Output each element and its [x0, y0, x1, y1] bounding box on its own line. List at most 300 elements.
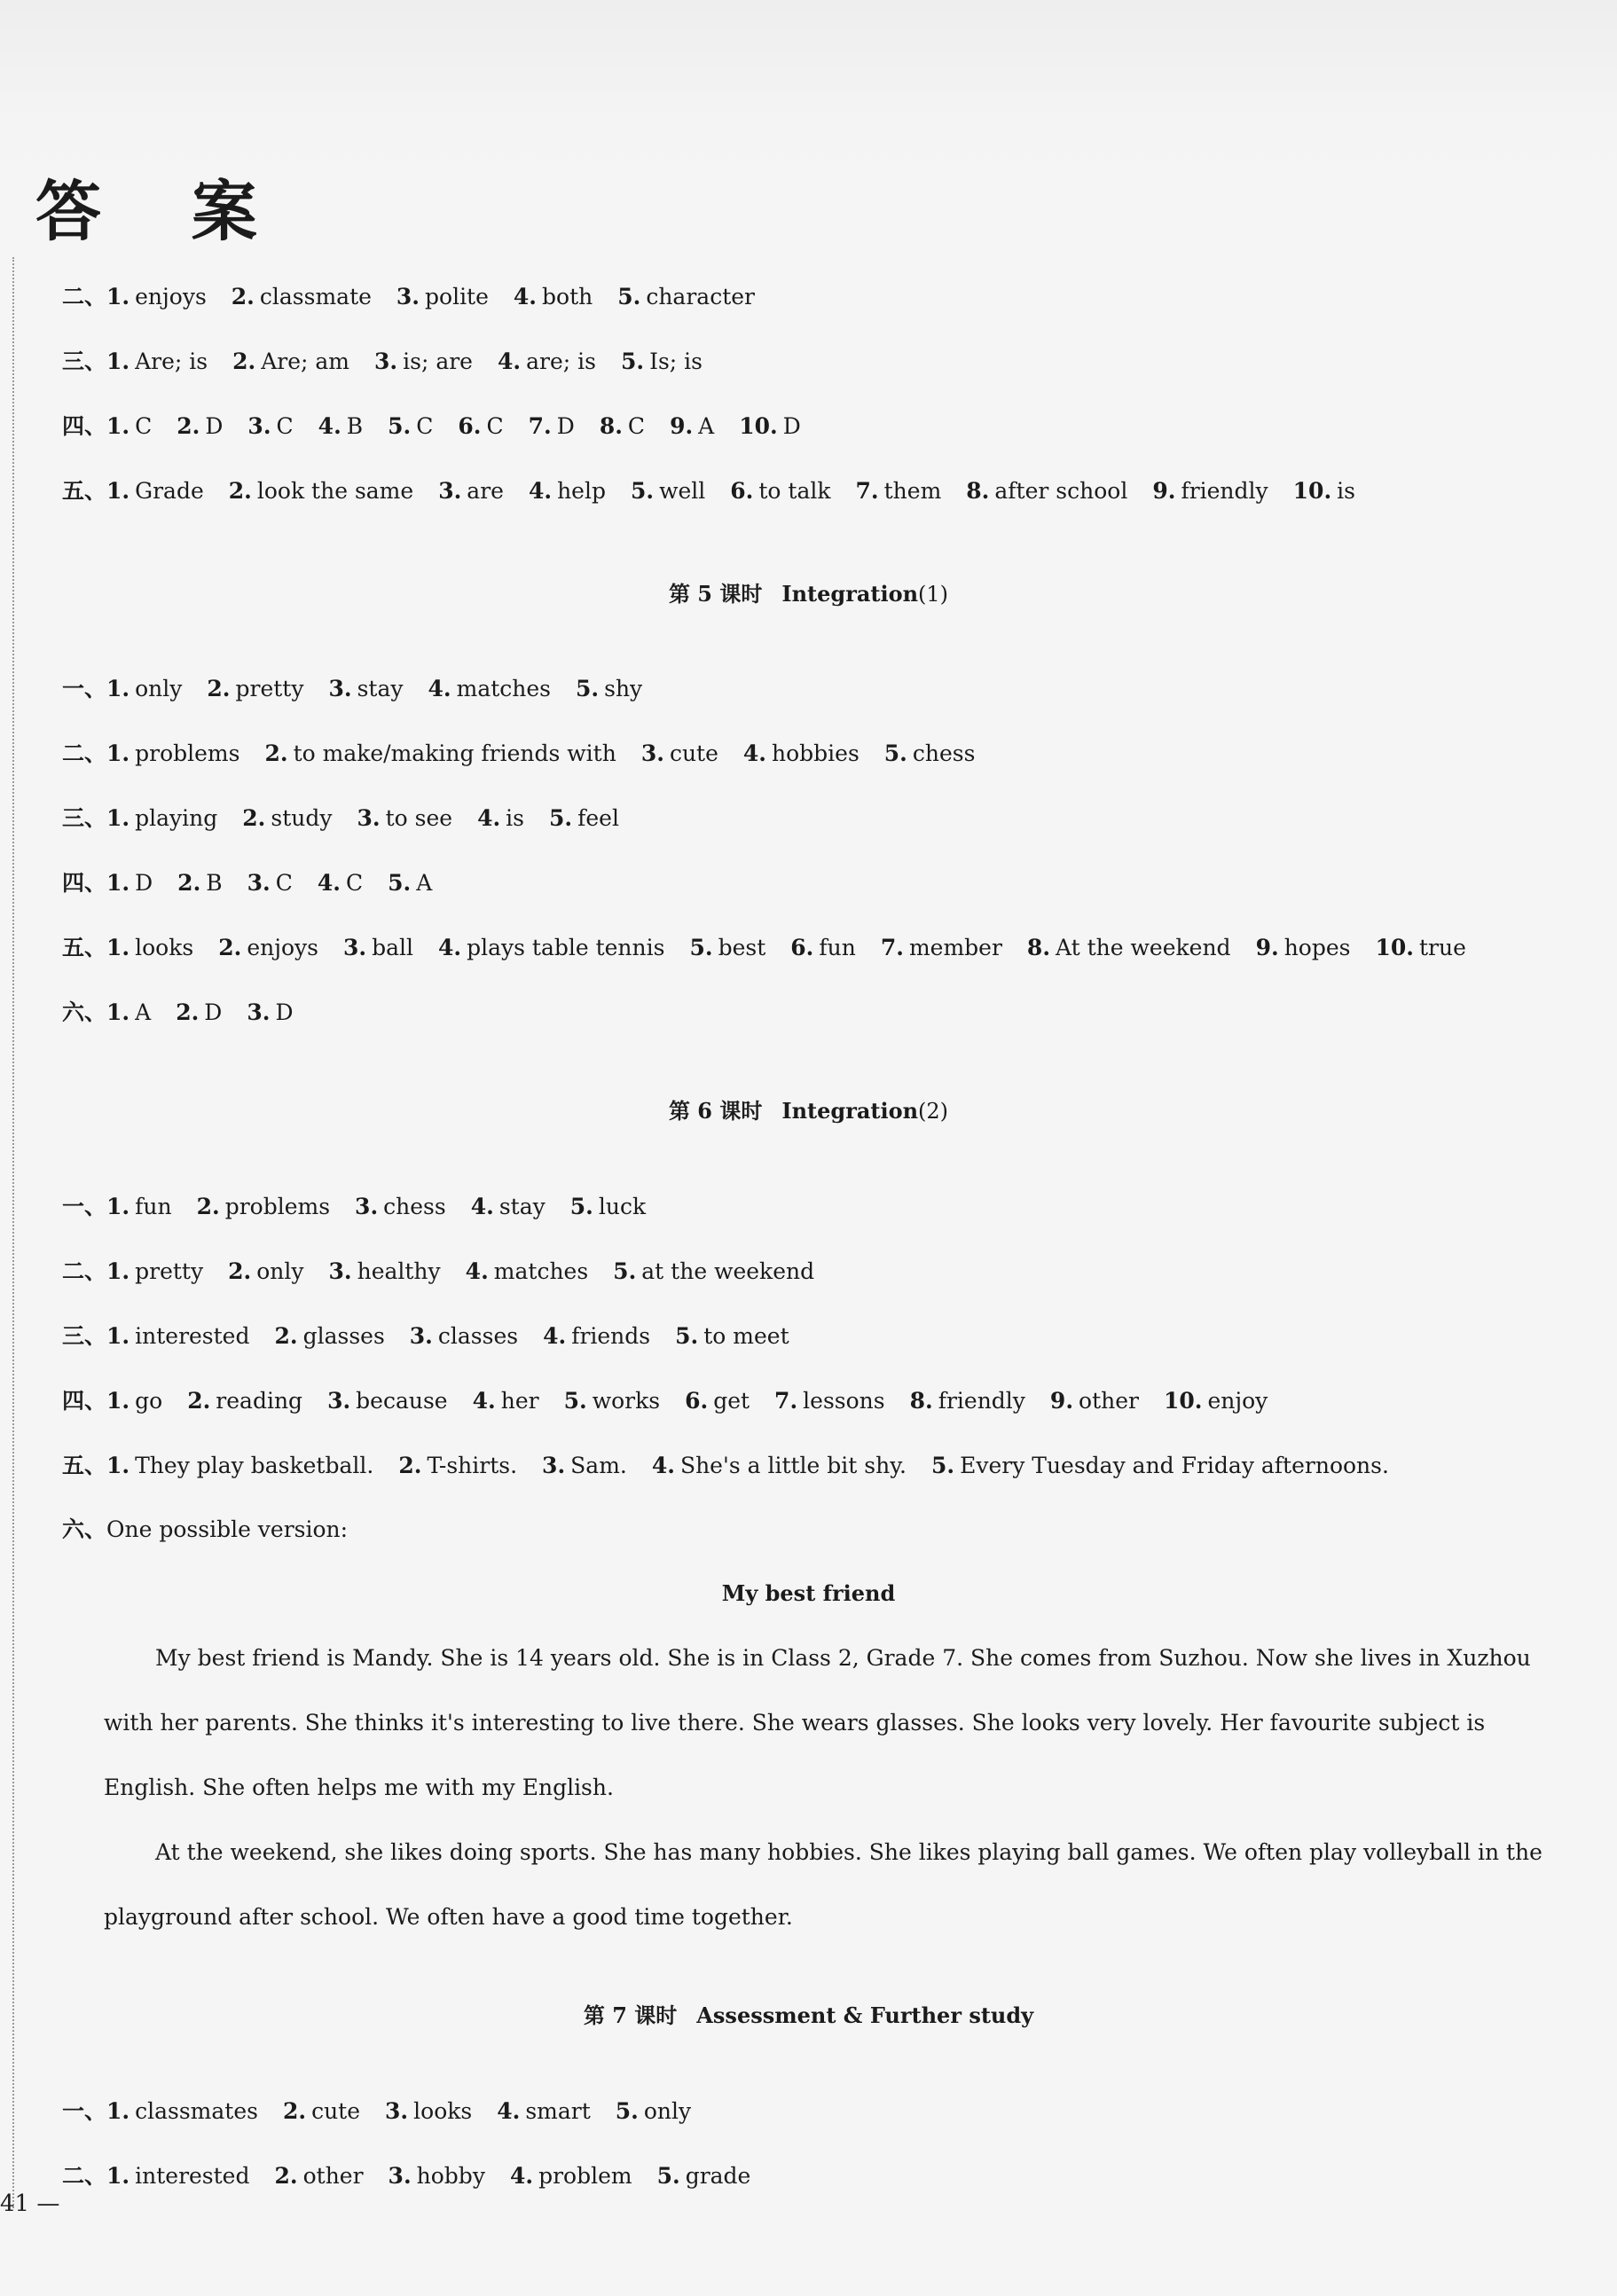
- item-answer: B: [346, 413, 364, 439]
- item-number: 2.: [228, 1258, 252, 1284]
- answer-line: [62, 999, 318, 1026]
- item-number: 3.: [438, 478, 462, 504]
- answer-item: [931, 1453, 1389, 1478]
- answer-item: [106, 870, 153, 896]
- answer-line: [62, 1388, 1292, 1414]
- answer-item: [242, 805, 332, 831]
- item-number: 10.: [1375, 935, 1414, 960]
- item-number: 4.: [437, 935, 462, 960]
- item-answer: fun: [819, 935, 856, 960]
- answer-item: [685, 1388, 750, 1414]
- item-answer: C: [346, 870, 364, 896]
- answer-item: [652, 1453, 907, 1478]
- lesson-number: 第 7 课时: [583, 2002, 678, 2028]
- answer-item: [106, 999, 151, 1025]
- answer-item: [1375, 935, 1465, 960]
- essay-title: My best friend: [721, 1580, 896, 1606]
- item-answer: Are; am: [261, 349, 350, 374]
- item-number: 9.: [670, 413, 694, 439]
- item-answer: matches: [493, 1258, 589, 1284]
- item-answer: They play basketball.: [135, 1453, 374, 1478]
- answer-item: [228, 1258, 303, 1284]
- answer-line: [62, 284, 780, 310]
- item-answer: D: [275, 999, 294, 1025]
- item-number: 2.: [282, 2098, 307, 2124]
- item-answer: after school: [994, 478, 1128, 504]
- answer-item: [176, 999, 222, 1025]
- item-number: 4.: [477, 805, 501, 831]
- answer-item: [318, 413, 363, 439]
- answer-item: [1027, 935, 1231, 960]
- page-number: 41 —: [0, 2190, 60, 2217]
- answer-item: [283, 2098, 360, 2124]
- answer-item: [264, 741, 616, 766]
- item-number: 4.: [509, 2163, 534, 2189]
- item-number: 2.: [398, 1453, 422, 1478]
- answer-line: [62, 2163, 775, 2190]
- answer-line: [62, 1258, 839, 1285]
- item-answer: enjoys: [135, 284, 207, 310]
- item-number: 10.: [1292, 478, 1332, 504]
- item-number: 3.: [247, 413, 271, 439]
- answer-item: [1152, 478, 1268, 504]
- item-number: 2.: [274, 1323, 298, 1349]
- item-answer: healthy: [357, 1258, 441, 1284]
- item-answer: luck: [598, 1194, 647, 1219]
- answer-item: [207, 676, 303, 701]
- item-number: 3.: [374, 349, 398, 374]
- item-number: 5.: [569, 1194, 593, 1219]
- item-answer: chess: [912, 741, 976, 766]
- item-number: 4.: [318, 413, 341, 439]
- page-title: 答 案: [35, 174, 291, 250]
- answer-line: [62, 413, 826, 440]
- item-number: 1.: [106, 1453, 130, 1478]
- item-number: 1.: [106, 284, 130, 310]
- item-number: 7.: [774, 1388, 798, 1414]
- sample-version-line: [62, 1516, 348, 1543]
- item-number: 1.: [106, 1323, 130, 1349]
- item-number: 4.: [465, 1258, 489, 1284]
- item-number: 3.: [247, 870, 271, 896]
- item-number: 4.: [543, 1323, 567, 1349]
- item-number: 3.: [640, 741, 664, 766]
- item-number: 4.: [742, 741, 766, 766]
- answer-item: [247, 413, 293, 439]
- lesson-7-heading: [0, 1998, 1617, 2029]
- item-answer: hobbies: [772, 741, 860, 766]
- lesson-name: Integration: [781, 1098, 919, 1124]
- item-number: 5.: [620, 349, 645, 374]
- answer-item: [274, 2163, 363, 2189]
- item-answer: friends: [571, 1323, 651, 1349]
- answer-item: [1256, 935, 1351, 960]
- item-number: 2.: [177, 413, 200, 439]
- answer-item: [466, 1258, 589, 1284]
- item-number: 2.: [196, 1194, 220, 1219]
- item-number: 5.: [689, 935, 713, 960]
- answer-item: [790, 935, 856, 960]
- item-answer: only: [643, 2098, 692, 2124]
- item-number: 6.: [790, 935, 814, 960]
- item-answer: true: [1418, 935, 1466, 960]
- item-number: 2.: [177, 870, 201, 896]
- item-answer: C: [416, 413, 434, 439]
- answer-line: [62, 870, 457, 897]
- section-number: 一、: [62, 2098, 107, 2124]
- answer-item: [389, 2163, 485, 2189]
- item-number: 4.: [513, 284, 538, 310]
- answer-item: [529, 478, 606, 504]
- lesson-number: 第 6 课时: [668, 1098, 763, 1124]
- item-number: 1.: [106, 1194, 130, 1219]
- item-answer: C: [486, 413, 504, 439]
- item-answer: enjoy: [1207, 1388, 1268, 1414]
- item-answer: are: [467, 478, 504, 504]
- answer-item: [106, 1323, 249, 1349]
- answer-item: [564, 1388, 661, 1414]
- section-number: 二、: [62, 741, 107, 766]
- item-answer: D: [556, 413, 575, 439]
- item-number: 9.: [1049, 1388, 1074, 1414]
- item-answer: problems: [224, 1194, 331, 1219]
- answer-item: [616, 2098, 691, 2124]
- item-number: 3.: [385, 2098, 409, 2124]
- answer-item: [388, 413, 433, 439]
- item-answer: other: [1079, 1388, 1139, 1414]
- section-number: 二、: [62, 1258, 107, 1284]
- item-number: 5.: [656, 2163, 680, 2189]
- item-answer: problems: [135, 741, 240, 766]
- section-number: 五、: [62, 1453, 107, 1478]
- answer-item: [884, 741, 976, 766]
- item-answer: stay: [357, 676, 404, 701]
- item-answer: classmate: [259, 284, 372, 310]
- answer-item: [197, 1194, 330, 1219]
- item-number: 5.: [617, 284, 641, 310]
- item-number: 3.: [328, 1258, 352, 1284]
- answer-item: [730, 478, 830, 504]
- answer-item: [106, 1453, 373, 1478]
- item-number: 1.: [106, 349, 130, 374]
- section-number: 五、: [62, 478, 107, 504]
- item-answer: A: [416, 870, 433, 896]
- item-answer: to meet: [703, 1323, 789, 1349]
- answer-line: [62, 1323, 814, 1350]
- item-number: 4.: [317, 870, 341, 896]
- section-number: 二、: [62, 2163, 107, 2189]
- answer-item: [743, 741, 860, 766]
- lesson-number: 第 5 课时: [668, 581, 763, 607]
- essay-paragraph-line: At the weekend, she likes doing sports. She has many hobbies. She likes playing ball games. We often play volleyball in the: [155, 1839, 1542, 1865]
- answer-item: [477, 805, 524, 831]
- item-answer: are; is: [526, 349, 596, 374]
- answer-item: [106, 349, 208, 374]
- item-answer: go: [135, 1388, 163, 1414]
- section-number: 四、: [62, 870, 107, 896]
- item-answer: grade: [685, 2163, 751, 2189]
- item-number: 1.: [106, 676, 130, 701]
- answer-item: [106, 1258, 203, 1284]
- item-number: 2.: [242, 805, 266, 831]
- item-answer: Is; is: [649, 349, 703, 374]
- essay-paragraph-line: English. She often helps me with my English.: [104, 1775, 614, 1800]
- item-number: 5.: [630, 478, 655, 504]
- item-number: 2.: [264, 741, 288, 766]
- item-answer: is: [1337, 478, 1355, 504]
- section-number: 四、: [62, 413, 107, 439]
- answer-item: [232, 284, 372, 310]
- answer-item: [274, 1323, 384, 1349]
- item-answer: At the weekend: [1056, 935, 1231, 960]
- answer-item: [576, 676, 642, 701]
- section-number: 三、: [62, 805, 107, 831]
- item-answer: cute: [311, 2098, 361, 2124]
- answer-item: [106, 741, 239, 766]
- item-number: 2.: [232, 349, 256, 374]
- item-number: 4.: [470, 1194, 494, 1219]
- answer-item: [498, 349, 596, 374]
- answer-item: [106, 2098, 258, 2124]
- answer-item: [543, 1323, 650, 1349]
- sample-version-label: One possible version:: [106, 1516, 349, 1542]
- section-number: 五、: [62, 935, 107, 960]
- item-number: 3.: [247, 999, 271, 1025]
- item-number: 5.: [563, 1388, 587, 1414]
- item-answer: C: [276, 413, 294, 439]
- answer-item: [966, 478, 1127, 504]
- answer-item: [106, 935, 193, 960]
- item-number: 6.: [730, 478, 754, 504]
- answer-item: [106, 676, 182, 701]
- item-number: 3.: [328, 676, 352, 701]
- answer-item: [670, 413, 714, 439]
- item-number: 1.: [106, 935, 130, 960]
- item-number: 4.: [651, 1453, 675, 1478]
- answer-line: [62, 741, 1000, 767]
- item-number: 3.: [396, 284, 420, 310]
- item-answer: chess: [383, 1194, 446, 1219]
- item-answer: pretty: [235, 676, 304, 701]
- item-number: 3.: [342, 935, 367, 960]
- answer-item: [881, 935, 1002, 960]
- answer-item: [355, 1194, 446, 1219]
- item-number: 3.: [409, 1323, 433, 1349]
- item-number: 1.: [106, 1388, 130, 1414]
- item-answer: look the same: [256, 478, 414, 504]
- item-answer: Are; is: [135, 349, 208, 374]
- item-number: 7.: [528, 413, 552, 439]
- item-answer: hobby: [416, 2163, 485, 2189]
- answer-item: [106, 1194, 172, 1219]
- lesson-name: Assessment & Further study: [696, 2002, 1034, 2028]
- item-number: 5.: [613, 1258, 637, 1284]
- answer-item: [675, 1323, 789, 1349]
- item-number: 4.: [497, 2098, 521, 2124]
- answer-item: [438, 478, 504, 504]
- item-answer: is; are: [403, 349, 473, 374]
- item-number: 2.: [207, 676, 231, 701]
- item-answer: both: [542, 284, 593, 310]
- section-number: 四、: [62, 1388, 107, 1414]
- item-answer: ball: [372, 935, 413, 960]
- item-number: 5.: [930, 1453, 955, 1478]
- answer-item: [529, 413, 575, 439]
- answer-item: [1164, 1388, 1268, 1414]
- item-number: 4.: [528, 478, 553, 504]
- essay-paragraph-line: with her parents. She thinks it's interesting to live there. She wears glasses. She looks very lovely. Her favourite subject is: [104, 1710, 1486, 1736]
- item-number: 3.: [355, 1194, 379, 1219]
- item-number: 10.: [739, 413, 778, 439]
- item-number: 4.: [472, 1388, 496, 1414]
- answer-item: [385, 2098, 472, 2124]
- item-answer: get: [713, 1388, 750, 1414]
- answer-item: [458, 413, 503, 439]
- item-answer: to see: [385, 805, 453, 831]
- item-number: 4.: [497, 349, 522, 374]
- answer-item: [396, 284, 489, 310]
- item-number: 8.: [599, 413, 623, 439]
- item-number: 1.: [106, 741, 130, 766]
- answer-item: [106, 1388, 162, 1414]
- item-answer: cute: [669, 741, 718, 766]
- item-answer: classmates: [135, 2098, 258, 2124]
- item-answer: glasses: [302, 1323, 385, 1349]
- item-answer: Every Tuesday and Friday afternoons.: [960, 1453, 1389, 1478]
- item-answer: C: [275, 870, 293, 896]
- answer-item: [357, 805, 452, 831]
- item-answer: only: [256, 1258, 304, 1284]
- item-number: 2.: [176, 999, 200, 1025]
- answer-item: [428, 676, 552, 701]
- item-answer: looks: [413, 2098, 473, 2124]
- essay-paragraph-line: playground after school. We often have a good time together.: [104, 1904, 793, 1930]
- answer-item: [600, 413, 645, 439]
- item-answer: Grade: [135, 478, 204, 504]
- item-answer: because: [356, 1388, 448, 1414]
- answer-item: [438, 935, 664, 960]
- item-number: 1.: [106, 2163, 130, 2189]
- lesson-part: (2): [918, 1099, 949, 1124]
- item-answer: well: [659, 478, 706, 504]
- answer-item: [739, 413, 801, 439]
- item-number: 2.: [228, 478, 252, 504]
- answer-item: [232, 349, 349, 374]
- item-number: 5.: [576, 676, 600, 701]
- section-number: 六、: [62, 999, 107, 1025]
- answer-item: [510, 2163, 632, 2189]
- answer-item: [473, 1388, 539, 1414]
- item-number: 1.: [106, 805, 130, 831]
- item-number: 5.: [549, 805, 573, 831]
- item-number: 1.: [106, 1258, 130, 1284]
- item-number: 5.: [615, 2098, 639, 2124]
- answer-item: [318, 870, 363, 896]
- item-number: 9.: [1255, 935, 1279, 960]
- answer-item: [106, 478, 204, 504]
- item-number: 7.: [855, 478, 879, 504]
- answer-line: [62, 935, 1491, 961]
- answer-item: [641, 741, 718, 766]
- answer-item: [106, 413, 152, 439]
- answer-item: [328, 1258, 440, 1284]
- answer-item: [910, 1388, 1025, 1414]
- item-number: 6.: [458, 413, 482, 439]
- lesson-6-heading: [0, 1093, 1617, 1124]
- item-answer: hopes: [1283, 935, 1351, 960]
- item-answer: her: [500, 1388, 539, 1414]
- answer-item: [374, 349, 473, 374]
- answer-item: [106, 2163, 249, 2189]
- answer-item: [570, 1194, 646, 1219]
- item-number: 6.: [685, 1388, 709, 1414]
- item-number: 7.: [880, 935, 904, 960]
- item-number: 3.: [327, 1388, 351, 1414]
- answer-item: [549, 805, 619, 831]
- lesson-part: (1): [918, 582, 949, 607]
- answer-item: [177, 413, 223, 439]
- item-answer: study: [271, 805, 333, 831]
- item-number: 8.: [909, 1388, 933, 1414]
- top-blur-band: [0, 0, 1617, 168]
- item-answer: interested: [135, 1323, 250, 1349]
- section-number: 三、: [62, 349, 107, 374]
- item-answer: T-shirts.: [427, 1453, 518, 1478]
- section-number: 六、: [62, 1516, 107, 1542]
- item-answer: feel: [577, 805, 619, 831]
- answer-line: [62, 349, 727, 375]
- item-number: 1.: [106, 2098, 130, 2124]
- item-answer: C: [627, 413, 646, 439]
- item-answer: fun: [135, 1194, 172, 1219]
- answer-item: [689, 935, 765, 960]
- answer-item: [471, 1194, 546, 1219]
- answer-item: [328, 676, 403, 701]
- item-number: 2.: [274, 2163, 298, 2189]
- answer-item: [631, 478, 705, 504]
- item-answer: enjoys: [247, 935, 318, 960]
- answer-item: [617, 284, 755, 310]
- lesson-name: Integration: [781, 581, 919, 607]
- answer-item: [106, 284, 207, 310]
- item-number: 4.: [428, 676, 451, 701]
- answer-item: [856, 478, 942, 504]
- essay-paragraph-line: My best friend is Mandy. She is 14 years old. She is in Class 2, Grade 7. She comes from Suzhou. Now she lives in Xuzhou: [155, 1645, 1531, 1671]
- answer-line: [62, 1194, 671, 1220]
- answer-line: [62, 2098, 716, 2125]
- item-answer: shy: [604, 676, 643, 701]
- answer-item: [542, 1453, 627, 1478]
- item-answer: classes: [437, 1323, 519, 1349]
- answer-line: [62, 1453, 1414, 1479]
- answer-line: [62, 478, 1380, 505]
- item-answer: interested: [135, 2163, 250, 2189]
- answer-item: [613, 1258, 814, 1284]
- item-answer: reading: [216, 1388, 303, 1414]
- item-number: 1.: [106, 870, 130, 896]
- answer-item: [218, 935, 318, 960]
- item-answer: pretty: [135, 1258, 204, 1284]
- item-answer: to talk: [758, 478, 831, 504]
- answer-item: [1293, 478, 1355, 504]
- item-number: 1.: [106, 478, 130, 504]
- item-answer: stay: [498, 1194, 546, 1219]
- item-answer: character: [646, 284, 755, 310]
- answer-item: [410, 1323, 518, 1349]
- item-answer: Sam.: [570, 1453, 627, 1478]
- item-number: 8.: [1026, 935, 1051, 960]
- item-answer: member: [908, 935, 1002, 960]
